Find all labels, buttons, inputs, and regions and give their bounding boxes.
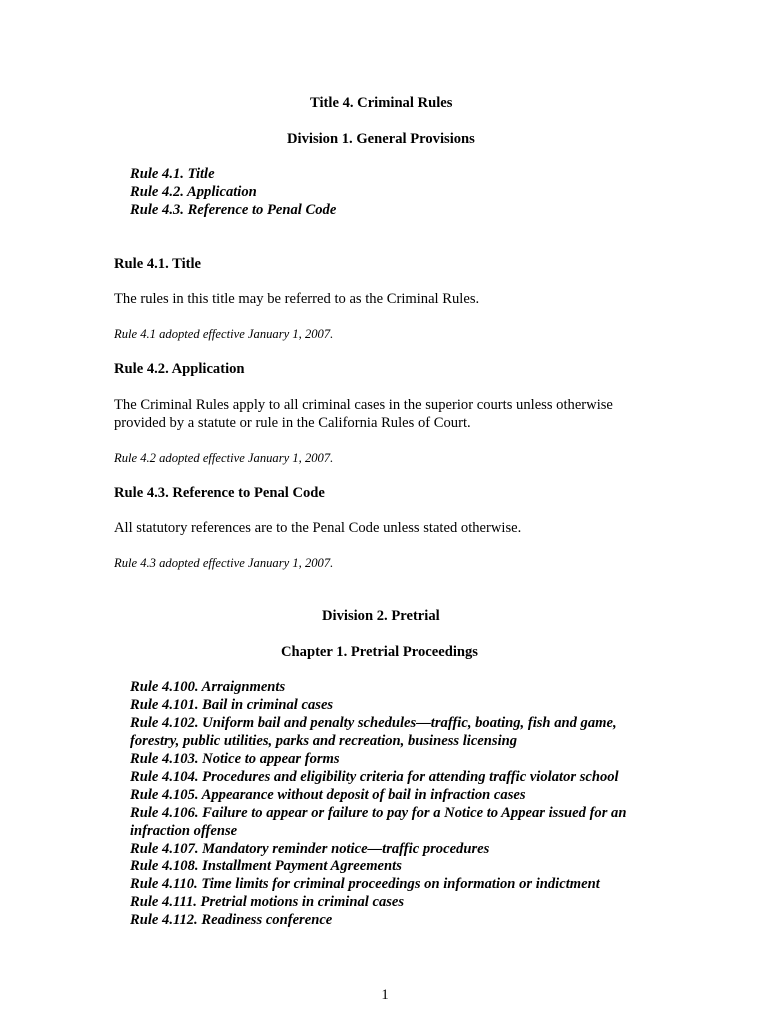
chapter-1-heading: Chapter 1. Pretrial Proceedings [281,644,478,660]
toc-item: Rule 4.103. Notice to appear forms [130,751,340,767]
toc-item: Rule 4.111. Pretrial motions in criminal cases [130,894,405,910]
rule-heading: Rule 4.3. Reference to Penal Code [114,485,325,501]
toc-item: Rule 4.101. Bail in criminal cases [130,697,334,713]
rule-body: provided by a statute or rule in the California Rules of Court. [114,415,471,431]
rule-body: All statutory references are to the Penal Code unless stated otherwise. [114,520,522,536]
toc-item: Rule 4.105. Appearance without deposit of bail in infraction cases [130,787,526,803]
toc-item: Rule 4.102. Uniform bail and penalty schedules—traffic, boating, fish and game, [130,715,617,731]
rule-history-note: Rule 4.1 adopted effective January 1, 2007. [114,327,334,341]
toc-item-continued: infraction offense [130,823,238,839]
toc-item: Rule 4.1. Title [130,166,215,182]
title-heading: Title 4. Criminal Rules [310,95,453,111]
rule-body: The Criminal Rules apply to all criminal cases in the superior courts unless otherwise [114,397,613,413]
division-2-heading: Division 2. Pretrial [322,608,440,624]
toc-item: Rule 4.106. Failure to appear or failure to pay for a Notice to Appear issued for an [130,805,627,821]
rule-body: The rules in this title may be referred to as the Criminal Rules. [114,291,480,307]
toc-item: Rule 4.110. Time limits for criminal proceedings on information or indictment [130,876,600,892]
toc-item: Rule 4.3. Reference to Penal Code [130,202,337,218]
rule-heading: Rule 4.1. Title [114,256,202,272]
toc-item: Rule 4.104. Procedures and eligibility criteria for attending traffic violator school [130,769,619,785]
toc-item: Rule 4.112. Readiness conference [130,912,333,928]
division-1-heading: Division 1. General Provisions [287,131,475,147]
toc-item: Rule 4.100. Arraignments [130,679,286,695]
rule-history-note: Rule 4.3 adopted effective January 1, 2007. [114,556,334,570]
rule-heading: Rule 4.2. Application [114,361,245,377]
toc-item: Rule 4.108. Installment Payment Agreements [130,858,402,874]
toc-item: Rule 4.107. Mandatory reminder notice—traffic procedures [130,841,490,857]
page-number: 1 [381,987,389,1003]
toc-item-continued: forestry, public utilities, parks and recreation, business licensing [130,733,518,749]
rule-history-note: Rule 4.2 adopted effective January 1, 2007. [114,451,334,465]
toc-item: Rule 4.2. Application [130,184,257,200]
